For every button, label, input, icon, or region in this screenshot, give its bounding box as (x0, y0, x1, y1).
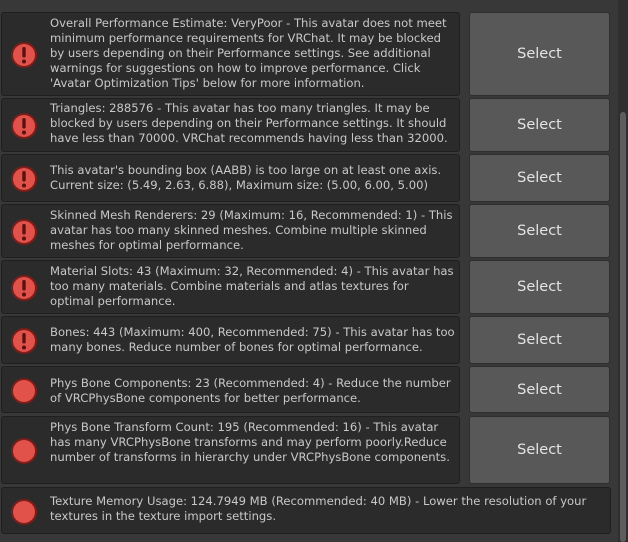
exclamation-error-icon (10, 274, 38, 302)
validation-row (0, 204, 618, 258)
circle-error-icon (10, 498, 38, 526)
error-message-text: Bones: 443 (Maximum: 400, Recommended: 75) - This avatar has too many bones. Reduce number of bones for optimal performance. (50, 325, 455, 354)
validation-row (0, 416, 618, 484)
error-message-text: Skinned Mesh Renderers: 29 (Maximum: 16, Recommended: 1) - This avatar has too many skinned meshes. Combine multiple skinned meshes for optimal performance. (50, 208, 453, 252)
error-message-text: Texture Memory Usage: 124.7949 MB (Recommended: 40 MB) - Lower the resolution of your textures in the texture import settings. (50, 494, 587, 523)
circle-error-icon (10, 437, 38, 465)
select-button[interactable]: Select (469, 154, 610, 202)
exclamation-error-icon (10, 218, 38, 246)
exclamation-error-icon (10, 327, 38, 355)
validation-row (0, 154, 618, 202)
select-button[interactable]: Select (469, 12, 610, 96)
error-message-text: Phys Bone Transform Count: 195 (Recommended: 16) - This avatar has many VRCPhysBone transforms and may perform poorly.Reduce number of transforms in hierarchy under VRCPhysBone components. (50, 420, 450, 464)
vertical-scrollbar[interactable] (618, 0, 628, 542)
select-button[interactable]: Select (469, 204, 610, 258)
error-message-box (1, 154, 460, 202)
select-button[interactable]: Select (469, 98, 610, 152)
exclamation-error-icon (10, 112, 38, 140)
validation-row (0, 12, 618, 96)
error-message-text: Triangles: 288576 - This avatar has too many triangles. It may be blocked by users depending on their Performance settings. It should have less than 70000. VRChat recommends having less than 32000. (50, 101, 448, 145)
exclamation-error-icon (10, 41, 38, 69)
error-message-box (1, 98, 460, 152)
error-message-text: Material Slots: 43 (Maximum: 32, Recommended: 4) - This avatar has too many materials. Combine materials and atlas textures for optimal performance. (50, 264, 454, 308)
error-message-box (1, 12, 460, 96)
validation-row (0, 366, 618, 413)
error-message-box (1, 204, 460, 258)
error-message-text: This avatar's bounding box (AABB) is too large on at least one axis. Current size: (5.49, 2.63, 6.88), Maximum size: (5.00, 6.00, 5.00) (50, 163, 442, 192)
validation-row (0, 316, 618, 364)
select-button[interactable]: Select (469, 316, 610, 364)
exclamation-error-icon (10, 165, 38, 193)
error-message-box (1, 487, 611, 534)
error-message-box (1, 316, 460, 364)
error-message-box (1, 260, 460, 314)
validation-row (0, 260, 618, 314)
circle-error-icon (10, 377, 38, 405)
error-message-text: Overall Performance Estimate: VeryPoor - This avatar does not meet minimum performance requirements for VRChat. It may be blocked by users depending on their Performance settings. See additional warnings for suggestions on how to improve performance. Click 'Avatar Optimization Tips' below for more information. (50, 16, 447, 90)
error-message-text: Phys Bone Components: 23 (Recommended: 4) - Reduce the number of VRCPhysBone components for better performance. (50, 376, 451, 405)
error-message-box (1, 366, 460, 413)
error-message-box (1, 416, 460, 484)
scrollbar-thumb[interactable] (620, 112, 626, 542)
select-button[interactable]: Select (469, 416, 610, 484)
validation-row (0, 487, 618, 534)
select-button[interactable]: Select (469, 366, 610, 413)
validation-row (0, 98, 618, 152)
select-button[interactable]: Select (469, 260, 610, 314)
